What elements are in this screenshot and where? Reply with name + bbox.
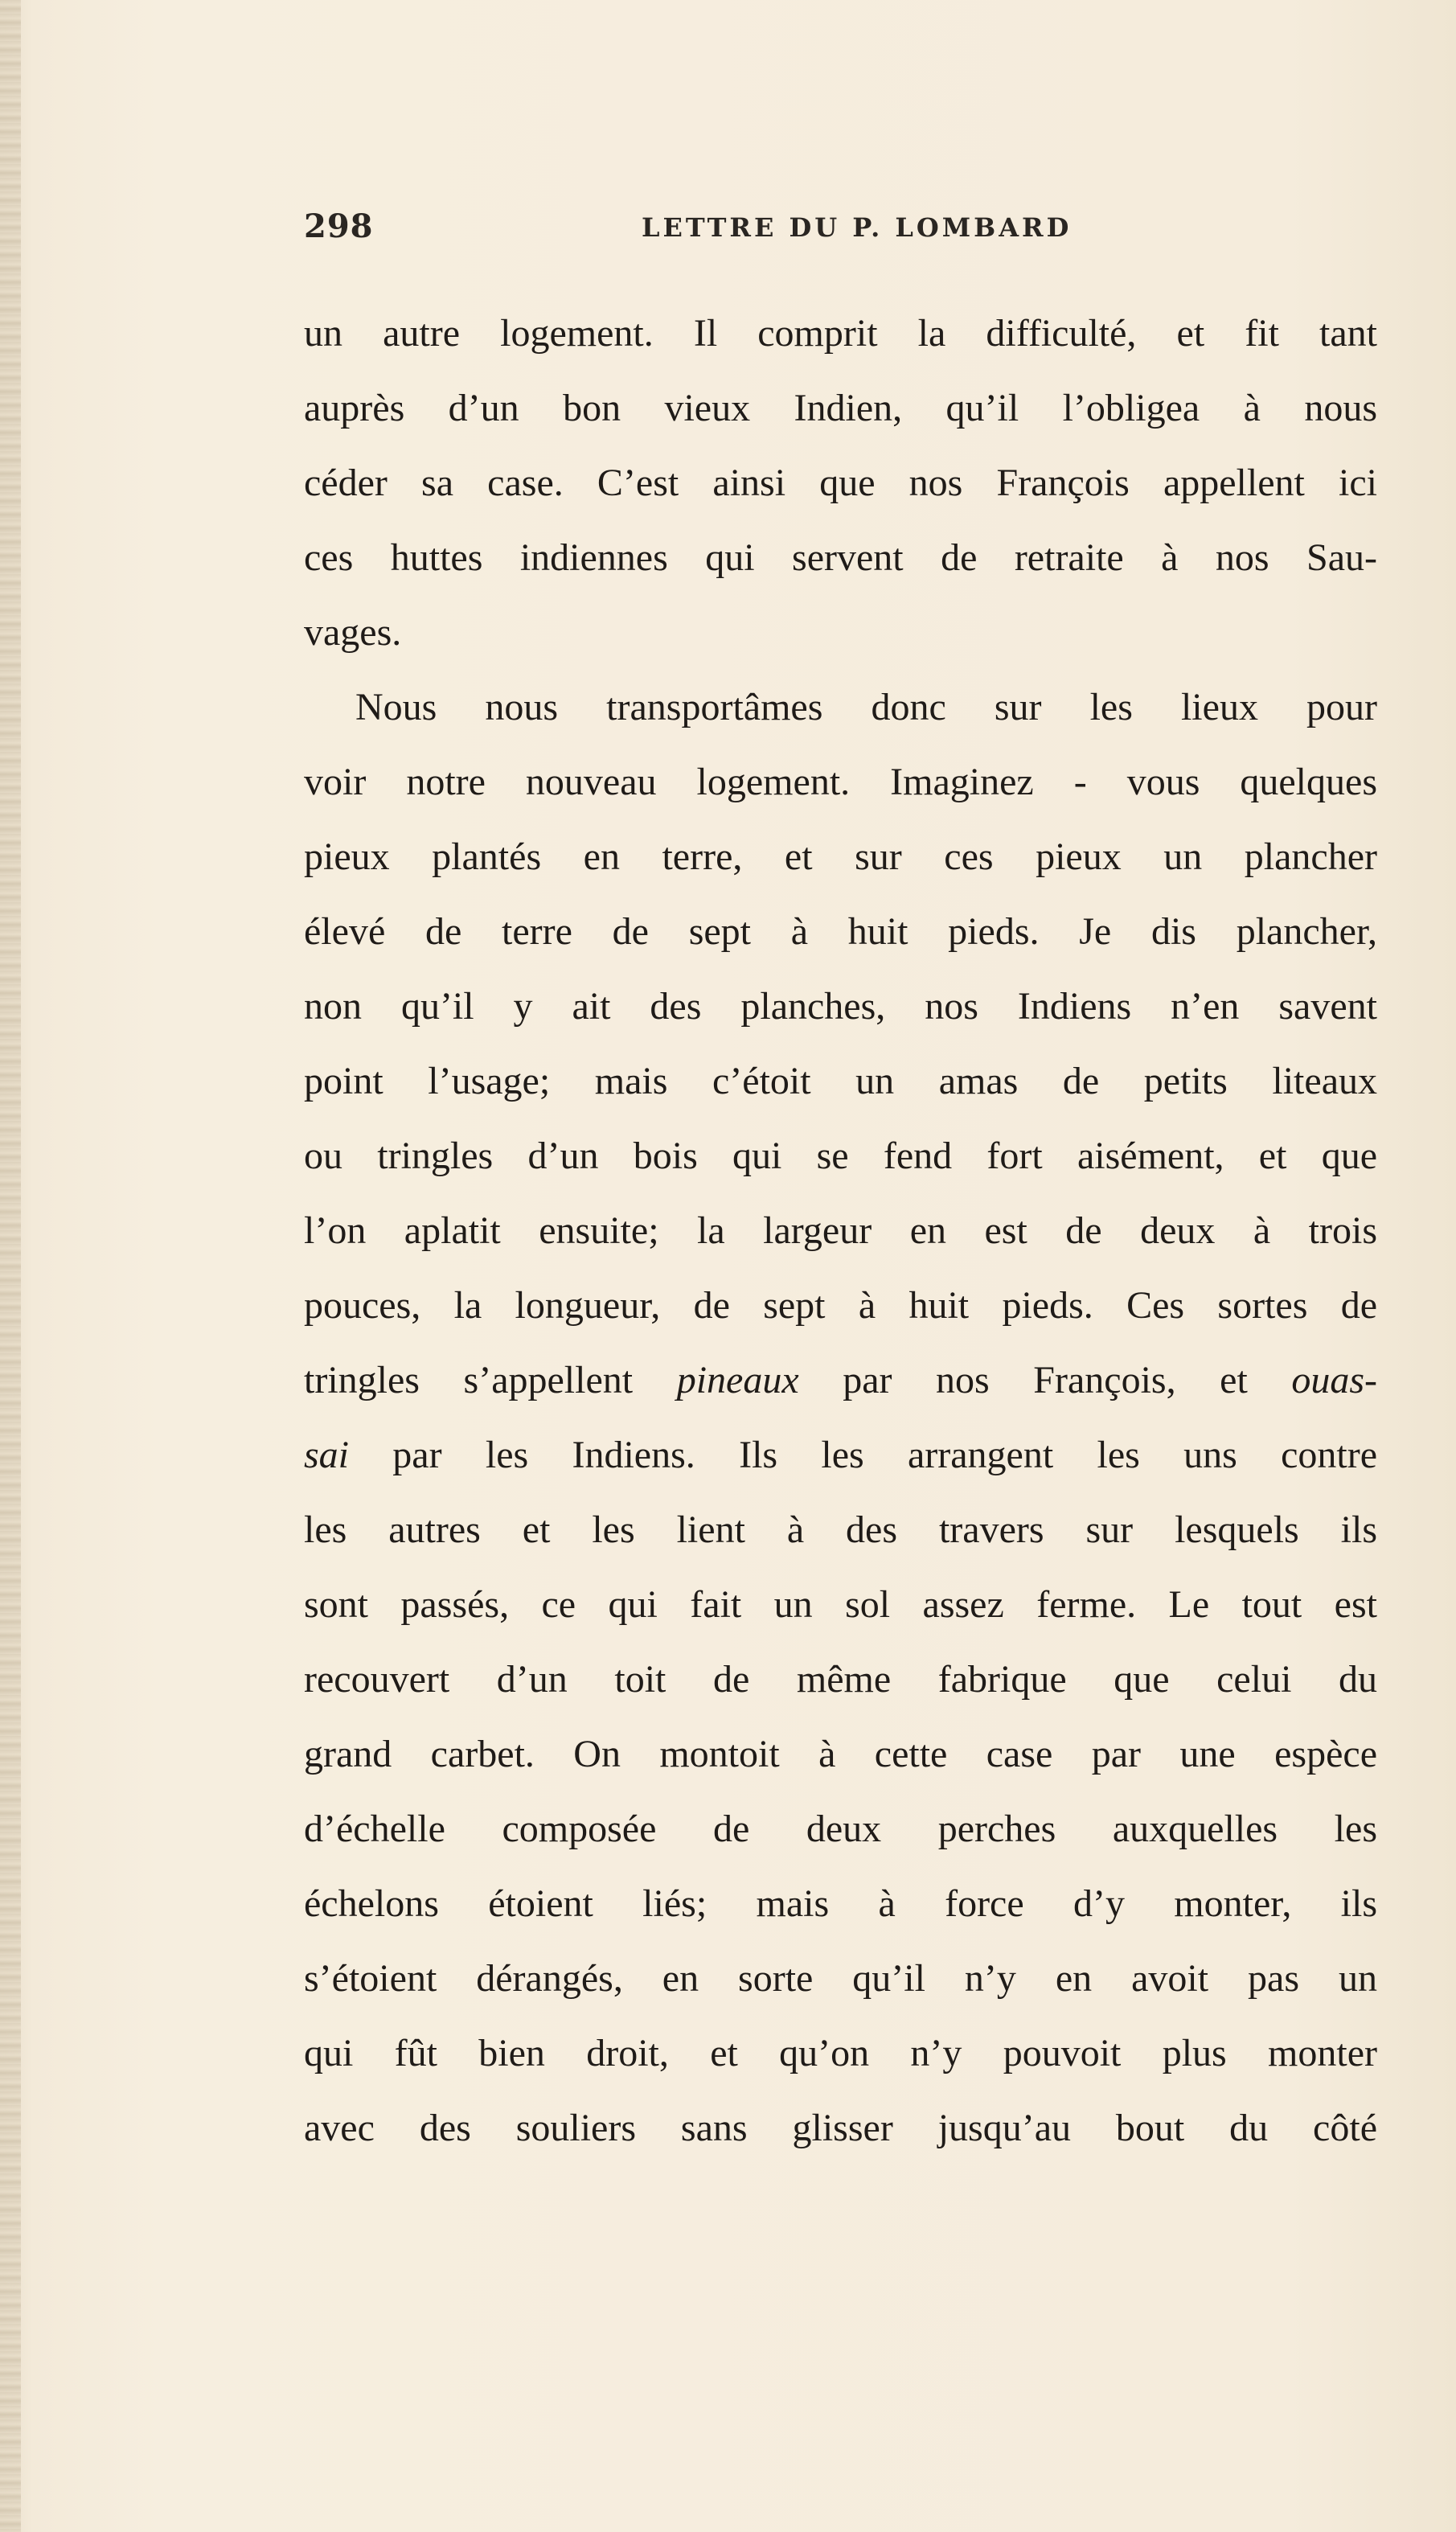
text-line: élevé de terre de sept à huit pieds. Je dis plancher, — [304, 910, 1377, 953]
italic-term: ouas- — [1291, 1359, 1378, 1401]
text-line: l’on aplatit ensuite; la largeur en est de deux à trois — [304, 1209, 1377, 1252]
body-text — [304, 296, 1377, 2165]
text-line: pieux plantés en terre, et sur ces pieux un plancher — [304, 835, 1377, 878]
text-line: auprès d’un bon vieux Indien, qu’il l’obligea à nous — [304, 387, 1377, 429]
italic-term: pineaux — [676, 1359, 799, 1401]
page-gutter-shadow — [0, 0, 21, 2532]
text-line: ou tringles d’un bois qui se fend fort aisément, et que — [304, 1135, 1377, 1177]
page-number: 298 — [304, 207, 374, 245]
text-line: recouvert d’un toit de même fabrique que celui du — [304, 1658, 1377, 1701]
text-line: d’échelle composée de deux perches auxquelles les — [304, 1808, 1377, 1850]
text-line: céder sa case. C’est ainsi que nos François appellent ici — [304, 462, 1377, 504]
text-line: s’étoient dérangés, en sorte qu’il n’y en avoit pas un — [304, 1957, 1377, 2000]
text-line: échelons étoient liés; mais à force d’y monter, ils — [304, 1882, 1377, 1925]
text-segment: par nos François, et — [798, 1359, 1292, 1401]
text-line: qui fût bien droit, et qu’on n’y pouvoit plus monter — [304, 2032, 1377, 2074]
text-line: un autre logement. Il comprit la difficulté, et fit tant — [304, 312, 1377, 355]
text-line: non qu’il y ait des planches, nos Indiens n’en savent — [304, 985, 1377, 1028]
text-line — [304, 1343, 1377, 1418]
text-line: ces huttes indiennes qui servent de retraite à nos Sau- — [304, 536, 1377, 579]
text-line — [304, 1418, 1377, 1492]
text-segment: tringles s’appellent — [304, 1359, 677, 1401]
text-segment: par les Indiens. Ils les arrangent les uns contre — [349, 1434, 1377, 1476]
running-head: LETTRE DU P. LOMBARD — [642, 212, 1073, 243]
page-header — [304, 207, 1377, 248]
text-line: grand carbet. On montoit à cette case par une espèce — [304, 1733, 1377, 1775]
text-line: sont passés, ce qui fait un sol assez ferme. Le tout est — [304, 1583, 1377, 1626]
text-line: pouces, la longueur, de sept à huit pieds. Ces sortes de — [304, 1284, 1377, 1327]
text-line: vages. — [304, 611, 402, 654]
text-line: point l’usage; mais c’étoit un amas de petits liteaux — [304, 1060, 1377, 1102]
text-line: Nous nous transportâmes donc sur les lieux pour — [355, 686, 1377, 728]
text-line: voir notre nouveau logement. Imaginez - vous quelques — [304, 761, 1377, 803]
italic-term: sai — [304, 1434, 350, 1476]
text-line: avec des souliers sans glisser jusqu’au bout du côté — [304, 2107, 1377, 2149]
text-line: les autres et les lient à des travers sur lesquels ils — [304, 1508, 1377, 1551]
